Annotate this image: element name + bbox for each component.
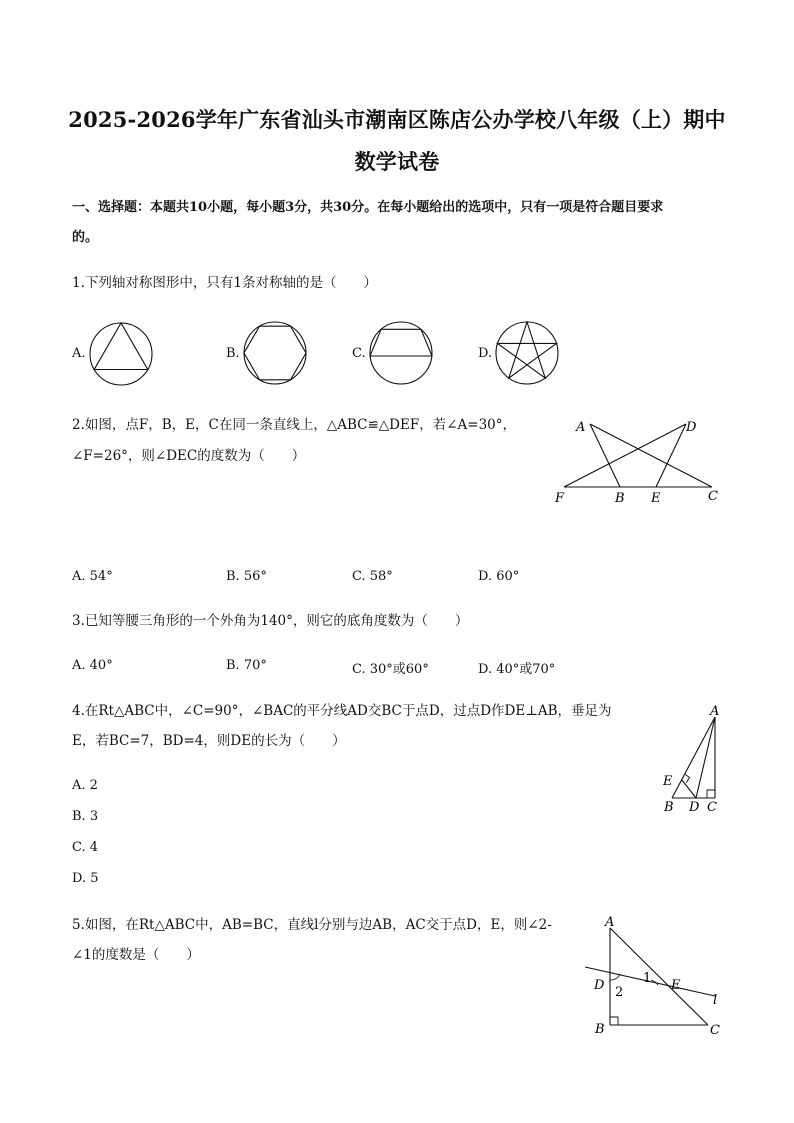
q2-option-c: C. 58° (352, 569, 393, 584)
q2-label-a: A (576, 420, 586, 435)
q2-option-b: B. 56° (226, 569, 267, 584)
q5-label-d: D (594, 978, 605, 993)
q2-stem-line1: 2.如图，点F，B，E，C在同一条直线上，△ABC≌△DEF，若∠A=30°， (72, 417, 517, 433)
q5-label-angle2: 2 (615, 985, 624, 1000)
q4-label-b: B (664, 800, 674, 815)
page-subtitle: 数学试卷 (354, 149, 440, 174)
q4-label-d: D (689, 800, 700, 815)
circle-inscribed-trapezoid-icon (368, 320, 434, 386)
q1-option-d-label: D. (478, 346, 493, 361)
q1-option-c-label: C. (352, 346, 366, 361)
q1-stem: 1.下列轴对称图形中，只有1条对称轴的是（ ） (72, 275, 377, 291)
q4-label-a: A (710, 704, 720, 719)
q2-label-b: B (615, 491, 625, 506)
q4-label-e: E (663, 774, 673, 789)
q2-option-a: A. 54° (72, 569, 113, 584)
q2-stem-line2: ∠F=26°，则∠DEC的度数为（ ） (72, 448, 306, 464)
q1-option-b-label: B. (226, 346, 240, 361)
q5-stem-line2: ∠1的度数是（ ） (72, 947, 200, 963)
q4-option-c: C. 4 (72, 840, 99, 855)
q5-label-l: l (713, 993, 718, 1008)
circle-inscribed-star-icon (494, 320, 560, 386)
q2-option-d: D. 60° (478, 569, 520, 584)
q1-option-a-label: A. (72, 346, 86, 361)
q4-option-a: A. 2 (72, 778, 98, 793)
q5-label-c: C (710, 1023, 720, 1038)
q4-figure (660, 703, 730, 815)
section-heading-line2: 的。 (72, 230, 99, 245)
q4-option-d: D. 5 (72, 871, 99, 886)
q2-figure (552, 412, 724, 512)
q5-stem-line1: 5.如图，在Rt△ABC中，AB=BC，直线l分别与边AB，AC交于点D，E，则∠2- (72, 917, 552, 933)
q5-figure (580, 914, 730, 1038)
q4-stem-line2: E，若BC=7，BD=4，则DE的长为（ ） (72, 733, 346, 749)
q5-label-b: B (595, 1022, 605, 1037)
q2-label-d: D (686, 420, 697, 435)
circle-inscribed-triangle-icon (88, 321, 154, 387)
q5-label-e: E (671, 978, 681, 993)
q5-label-angle1: 1 (643, 971, 652, 986)
q5-label-a: A (605, 915, 615, 930)
q3-option-d: D. 40°或70° (478, 662, 556, 677)
q3-option-c: C. 30°或60° (352, 662, 429, 677)
q2-label-f: F (555, 491, 565, 506)
q2-label-c: C (708, 489, 718, 504)
circle-inscribed-hexagon-icon (242, 320, 308, 386)
q4-option-b: B. 3 (72, 809, 99, 824)
q3-stem: 3.已知等腰三角形的一个外角为140°，则它的底角度数为（ ） (72, 613, 469, 629)
q4-stem-line1: 4.在Rt△ABC中，∠C=90°，∠BAC的平分线AD交BC于点D，过点D作DE⊥AB，垂足为 (72, 703, 612, 719)
section-heading-line1: 一、选择题：本题共10小题，每小题3分，共30分。在每小题给出的选项中，只有一项是符合题目要求 (72, 200, 664, 215)
q3-option-b: B. 70° (226, 658, 267, 673)
q3-option-a: A. 40° (72, 658, 113, 673)
q2-label-e: E (651, 491, 661, 506)
q4-label-c: C (707, 800, 717, 815)
page-title: 2025-2026学年广东省汕头市潮南区陈店公办学校八年级（上）期中 (68, 107, 726, 132)
